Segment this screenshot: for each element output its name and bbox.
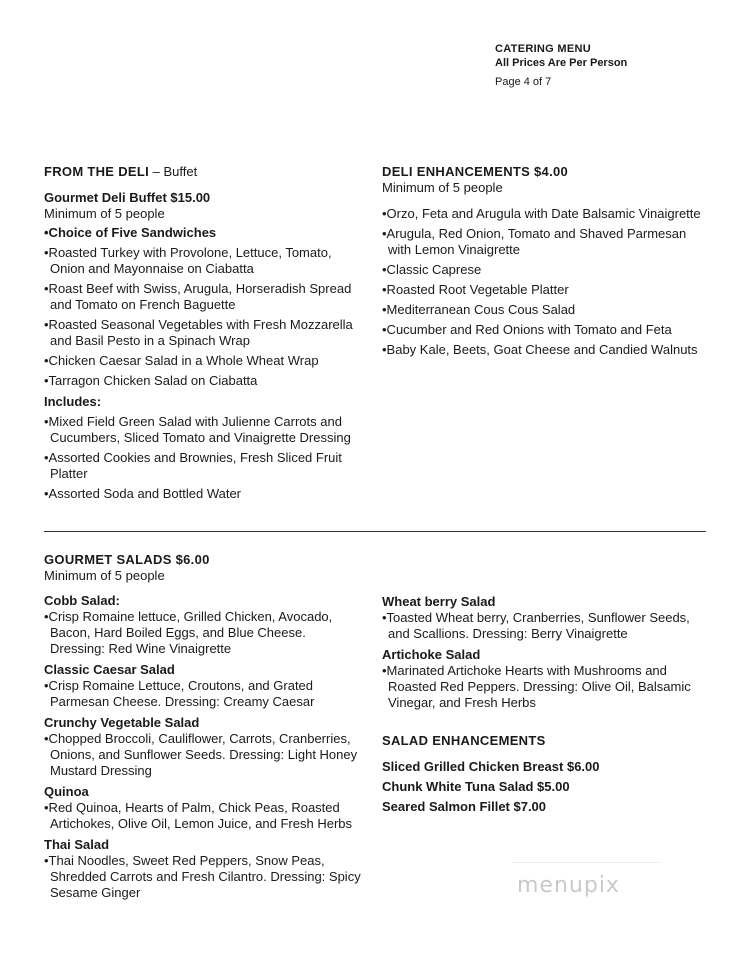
salad-description: •Red Quinoa, Hearts of Palm, Chick Peas, Roasted Artichokes, Olive Oil, Lemon Juice, and Fresh Herbs xyxy=(44,800,353,831)
deli-choice-label: •Choice of Five Sandwiches xyxy=(44,225,217,240)
menupix-watermark: menupix xyxy=(517,873,620,898)
sandwich-item: •Tarragon Chicken Salad on Ciabatta xyxy=(44,373,258,388)
deli-enhancements-title: DELI ENHANCEMENTS $4.00 xyxy=(382,164,569,179)
enhancement-item: •Orzo, Feta and Arugula with Date Balsamic Vinaigrette xyxy=(382,206,701,221)
sandwich-item: •Chicken Caesar Salad in a Whole Wheat Wrap xyxy=(44,353,319,368)
section-divider xyxy=(44,531,706,532)
salad-enhancement-item: Chunk White Tuna Salad $5.00 xyxy=(382,779,570,794)
gourmet-salads-title: GOURMET SALADS $6.00 xyxy=(44,552,210,567)
gourmet-salads-right xyxy=(382,594,712,815)
sandwich-item: •Roasted Turkey with Provolone, Lettuce, Tomato, Onion and Mayonnaise on Ciabatta xyxy=(44,245,332,276)
sandwich-item: •Roasted Seasonal Vegetables with Fresh Mozzarella and Basil Pesto in a Spinach Wrap xyxy=(44,317,353,348)
enhancement-item: •Mediterranean Cous Cous Salad xyxy=(382,302,576,317)
salad-name: Quinoa xyxy=(44,784,89,799)
includes-item: •Mixed Field Green Salad with Julienne Carrots and Cucumbers, Sliced Tomato and Vinaigrette Dressing xyxy=(44,414,351,445)
deli-buffet-title: Gourmet Deli Buffet $15.00 xyxy=(44,190,211,205)
deli-section xyxy=(44,164,364,502)
sandwich-item: •Roast Beef with Swiss, Arugula, Horseradish Spread and Tomato on French Baguette xyxy=(44,281,352,312)
salad-name: Thai Salad xyxy=(44,837,110,852)
includes-label: Includes: xyxy=(44,394,102,409)
menu-subtitle: All Prices Are Per Person xyxy=(495,57,628,69)
gourmet-salads-section xyxy=(44,552,364,901)
includes-item: •Assorted Cookies and Brownies, Fresh Sliced Fruit Platter xyxy=(44,450,342,481)
salad-description: •Marinated Artichoke Hearts with Mushrooms and Roasted Red Peppers. Dressing: Olive Oil, Balsamic Vinegar, and Fresh Herbs xyxy=(382,663,691,710)
salad-name: Crunchy Vegetable Salad xyxy=(44,715,200,730)
enhancement-item: •Roasted Root Vegetable Platter xyxy=(382,282,569,297)
salad-name: Wheat berry Salad xyxy=(382,594,496,609)
enhancement-item: •Classic Caprese xyxy=(382,262,482,277)
salad-description: •Crisp Romaine Lettuce, Croutons, and Grated Parmesan Cheese. Dressing: Creamy Caesar xyxy=(44,678,315,709)
salad-name: Cobb Salad: xyxy=(44,593,120,608)
salad-description: •Toasted Wheat berry, Cranberries, Sunflower Seeds, and Scallions. Dressing: Berry Vinaigrette xyxy=(382,610,690,641)
salad-name: Artichoke Salad xyxy=(382,647,481,662)
salad-name: Classic Caesar Salad xyxy=(44,662,175,677)
salad-description: •Thai Noodles, Sweet Red Peppers, Snow Peas, Shredded Carrots and Fresh Cilantro. Dressing: Spicy Sesame Ginger xyxy=(44,853,361,900)
watermark-line xyxy=(512,862,660,863)
menu-title: CATERING MENU xyxy=(495,43,591,55)
page-header xyxy=(495,42,627,89)
salad-enhancement-item: Seared Salmon Fillet $7.00 xyxy=(382,799,547,814)
deli-enhancements-minimum: Minimum of 5 people xyxy=(382,180,503,195)
includes-item: •Assorted Soda and Bottled Water xyxy=(44,486,242,501)
enhancement-item: •Cucumber and Red Onions with Tomato and Feta xyxy=(382,322,672,337)
gourmet-salads-minimum: Minimum of 5 people xyxy=(44,568,165,583)
enhancement-item: •Baby Kale, Beets, Goat Cheese and Candied Walnuts xyxy=(382,342,698,357)
page-number: Page 4 of 7 xyxy=(495,76,552,88)
enhancement-item: •Arugula, Red Onion, Tomato and Shaved Parmesan with Lemon Vinaigrette xyxy=(382,226,687,257)
salad-description: •Chopped Broccoli, Cauliflower, Carrots, Cranberries, Onions, and Sunflower Seeds. Dressing: Light Honey Mustard Dressing xyxy=(44,731,358,778)
salad-enhancement-item: Sliced Grilled Chicken Breast $6.00 xyxy=(382,759,600,774)
deli-minimum: Minimum of 5 people xyxy=(44,206,165,221)
deli-enhancements-section xyxy=(382,164,712,358)
deli-title: FROM THE DELI – Buffet xyxy=(44,164,198,179)
salad-enhancements-title: SALAD ENHANCEMENTS xyxy=(382,733,546,748)
salad-description: •Crisp Romaine lettuce, Grilled Chicken, Avocado, Bacon, Hard Boiled Eggs, and Blue Cheese. Dressing: Red Wine Vinaigrette xyxy=(44,609,333,656)
